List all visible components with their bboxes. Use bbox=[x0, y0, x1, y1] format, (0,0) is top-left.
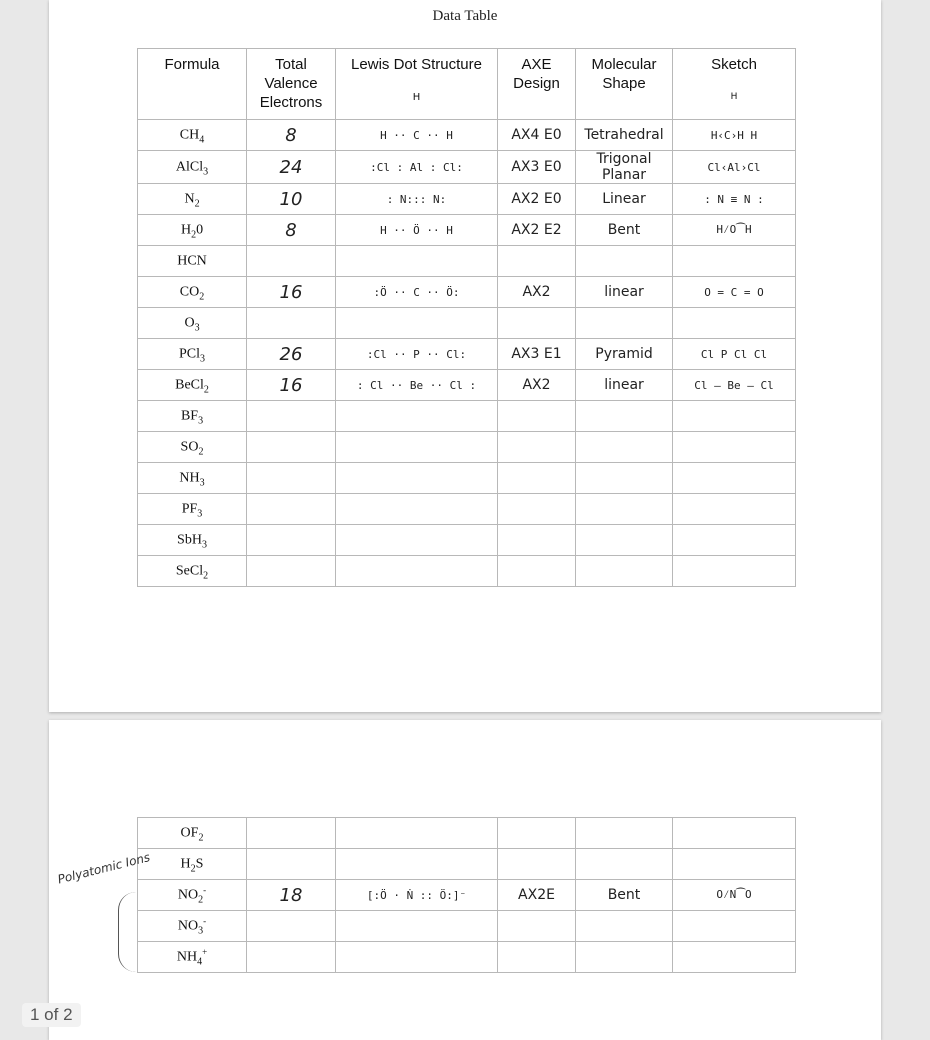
sketch-cell bbox=[673, 942, 796, 973]
formula-subscript: 3 bbox=[198, 415, 204, 427]
lewis-structure-cell bbox=[336, 849, 498, 880]
document-title: Data Table bbox=[432, 8, 498, 24]
sketch-cell bbox=[673, 432, 796, 463]
formula-text: BF bbox=[180, 408, 199, 424]
molecular-shape-cell: Tetrahedral bbox=[576, 120, 673, 151]
formula-cell bbox=[138, 339, 247, 370]
axe-design-cell: AX2E bbox=[498, 880, 576, 911]
axe-design-cell bbox=[498, 556, 576, 587]
formula-subscript: 3 bbox=[197, 508, 203, 520]
formula-text: PCl bbox=[178, 346, 200, 362]
table-row bbox=[138, 370, 796, 401]
lewis-structure-cell bbox=[336, 432, 498, 463]
formula-text: CH bbox=[179, 127, 200, 143]
sketch-cell bbox=[673, 401, 796, 432]
formula-cell bbox=[138, 849, 247, 880]
lewis-structure-cell bbox=[336, 463, 498, 494]
table-row bbox=[138, 246, 796, 277]
sketch-cell bbox=[673, 849, 796, 880]
formula-subscript: 2 bbox=[203, 384, 209, 396]
lewis-structure-cell: :Cl ·· P ·· Cl: bbox=[336, 339, 498, 370]
molecular-shape-cell bbox=[576, 911, 673, 942]
formula-cell bbox=[138, 308, 247, 339]
sketch-cell: H‹C›H H bbox=[673, 120, 796, 151]
formula-cell bbox=[138, 463, 247, 494]
axe-design-cell: AX3 E1 bbox=[498, 339, 576, 370]
axe-design-cell bbox=[498, 818, 576, 849]
molecular-shape-cell: Pyramid bbox=[576, 339, 673, 370]
formula-text: NO bbox=[177, 918, 199, 934]
molecular-shape-cell bbox=[576, 556, 673, 587]
sketch-cell bbox=[673, 525, 796, 556]
table-row bbox=[138, 277, 796, 308]
molecular-shape-cell bbox=[576, 463, 673, 494]
sketch-cell: O = C = O bbox=[673, 277, 796, 308]
formula-text: NH bbox=[179, 470, 200, 486]
axe-design-cell bbox=[498, 401, 576, 432]
lewis-structure-cell: H ·· Ö ·· H bbox=[336, 215, 498, 246]
sketch-cell bbox=[673, 246, 796, 277]
formula-text: H bbox=[180, 222, 192, 238]
axe-design-cell bbox=[498, 942, 576, 973]
sketch-cell bbox=[673, 818, 796, 849]
document-page-2 bbox=[49, 720, 881, 1040]
formula-tail: 0 bbox=[196, 222, 204, 238]
data-table bbox=[137, 48, 796, 587]
formula-cell bbox=[138, 246, 247, 277]
valence-electrons-cell: 24 bbox=[247, 151, 336, 184]
formula-subscript: 2 bbox=[194, 198, 200, 210]
sketch-cell bbox=[673, 308, 796, 339]
formula-text: N bbox=[184, 191, 195, 207]
table-row bbox=[138, 308, 796, 339]
molecular-shape-cell: linear bbox=[576, 277, 673, 308]
formula-text: PF bbox=[181, 501, 198, 517]
formula-text: HCN bbox=[177, 253, 207, 269]
lewis-structure-cell bbox=[336, 942, 498, 973]
valence-electrons-cell: 18 bbox=[247, 880, 336, 911]
formula-subscript: 3 bbox=[194, 322, 200, 334]
header-total-valence-electrons: Total Valence Electrons bbox=[247, 49, 336, 120]
polyatomic-ions-note: Polyatomic Ions bbox=[56, 850, 152, 887]
lewis-structure-cell: [:Ö · Ṅ :: Ö:]⁻ bbox=[336, 880, 498, 911]
header-formula: Formula bbox=[138, 49, 247, 120]
table-row bbox=[138, 849, 796, 880]
formula-cell bbox=[138, 120, 247, 151]
formula-subscript: 2 bbox=[203, 570, 209, 582]
molecular-shape-cell bbox=[576, 942, 673, 973]
formula-charge: + bbox=[202, 946, 208, 957]
molecular-shape-cell bbox=[576, 308, 673, 339]
formula-cell bbox=[138, 401, 247, 432]
sketch-cell: Cl – Be – Cl bbox=[673, 370, 796, 401]
molecular-shape-cell: Bent bbox=[576, 215, 673, 246]
sketch-cell bbox=[673, 494, 796, 525]
molecular-shape-cell: linear bbox=[576, 370, 673, 401]
valence-electrons-cell: 10 bbox=[247, 184, 336, 215]
axe-design-cell: AX2 bbox=[498, 370, 576, 401]
table-row bbox=[138, 401, 796, 432]
axe-design-cell: AX2 E2 bbox=[498, 215, 576, 246]
formula-cell bbox=[138, 556, 247, 587]
lewis-structure-cell: : Cl ·· Be ·· Cl : bbox=[336, 370, 498, 401]
formula-charge: - bbox=[203, 915, 207, 926]
lewis-structure-cell bbox=[336, 556, 498, 587]
formula-subscript: 2 bbox=[190, 863, 196, 875]
valence-electrons-cell bbox=[247, 556, 336, 587]
molecular-shape-cell: Bent bbox=[576, 880, 673, 911]
table-row bbox=[138, 432, 796, 463]
valence-electrons-cell bbox=[247, 525, 336, 556]
formula-subscript: 3 bbox=[198, 925, 204, 937]
header-sketch-handwritten-h: H bbox=[730, 92, 738, 102]
valence-electrons-cell bbox=[247, 246, 336, 277]
formula-text: SO bbox=[180, 439, 199, 455]
lewis-structure-cell bbox=[336, 525, 498, 556]
formula-cell bbox=[138, 370, 247, 401]
valence-electrons-cell bbox=[247, 849, 336, 880]
polyatomic-ions-bracket bbox=[118, 892, 139, 972]
sketch-cell: Cl P Cl Cl bbox=[673, 339, 796, 370]
header-axe-design: AXE Design bbox=[498, 49, 576, 120]
table-row bbox=[138, 151, 796, 184]
formula-subscript: 2 bbox=[199, 291, 205, 303]
sketch-cell: O⁄N⁀O bbox=[673, 880, 796, 911]
lewis-structure-cell bbox=[336, 308, 498, 339]
molecular-shape-cell bbox=[576, 818, 673, 849]
molecular-shape-cell: Trigonal Planar bbox=[576, 151, 673, 184]
molecular-shape-cell bbox=[576, 246, 673, 277]
formula-subscript: 3 bbox=[203, 166, 209, 178]
table-row bbox=[138, 184, 796, 215]
axe-design-cell: AX2 bbox=[498, 277, 576, 308]
valence-electrons-cell bbox=[247, 818, 336, 849]
molecular-shape-cell: Linear bbox=[576, 184, 673, 215]
lewis-structure-cell: :Ö ·· C ·· Ö: bbox=[336, 277, 498, 308]
molecular-shape-cell bbox=[576, 849, 673, 880]
header-lewis-dot-structure bbox=[336, 49, 498, 120]
formula-cell bbox=[138, 151, 247, 184]
sketch-cell bbox=[673, 911, 796, 942]
valence-electrons-cell bbox=[247, 432, 336, 463]
header-sketch-label: Sketch bbox=[711, 56, 757, 73]
molecular-shape-cell bbox=[576, 432, 673, 463]
table-row bbox=[138, 556, 796, 587]
valence-electrons-cell bbox=[247, 942, 336, 973]
formula-cell bbox=[138, 494, 247, 525]
sketch-cell: : N ≡ N : bbox=[673, 184, 796, 215]
axe-design-cell bbox=[498, 246, 576, 277]
valence-electrons-cell bbox=[247, 463, 336, 494]
formula-text: NO bbox=[177, 887, 199, 903]
molecular-shape-cell bbox=[576, 525, 673, 556]
table-row bbox=[138, 818, 796, 849]
formula-cell bbox=[138, 215, 247, 246]
formula-subscript: 2 bbox=[191, 229, 197, 241]
sketch-cell: Cl‹Al›Cl bbox=[673, 151, 796, 184]
formula-text: OF bbox=[180, 825, 199, 841]
axe-design-cell bbox=[498, 849, 576, 880]
formula-cell bbox=[138, 525, 247, 556]
lewis-structure-cell bbox=[336, 246, 498, 277]
formula-subscript: 2 bbox=[198, 894, 204, 906]
table-row bbox=[138, 120, 796, 151]
valence-electrons-cell: 16 bbox=[247, 277, 336, 308]
formula-cell bbox=[138, 818, 247, 849]
axe-design-cell: AX3 E0 bbox=[498, 151, 576, 184]
header-lewis-handwritten-h: H bbox=[412, 92, 421, 103]
lewis-structure-cell bbox=[336, 494, 498, 525]
formula-cell bbox=[138, 942, 247, 973]
formula-text: SeCl bbox=[175, 563, 204, 579]
formula-subscript: 4 bbox=[197, 956, 203, 968]
valence-electrons-cell bbox=[247, 911, 336, 942]
formula-cell bbox=[138, 184, 247, 215]
lewis-structure-cell: :Cl : Al : Cl: bbox=[336, 151, 498, 184]
axe-design-cell bbox=[498, 525, 576, 556]
formula-subscript: 2 bbox=[198, 446, 204, 458]
table-row bbox=[138, 911, 796, 942]
axe-design-cell bbox=[498, 911, 576, 942]
table-row bbox=[138, 339, 796, 370]
molecular-shape-cell bbox=[576, 494, 673, 525]
table-row bbox=[138, 525, 796, 556]
formula-text: CO bbox=[179, 284, 200, 300]
lewis-structure-cell: H ·· C ·· H bbox=[336, 120, 498, 151]
formula-cell bbox=[138, 911, 247, 942]
table-row bbox=[138, 494, 796, 525]
formula-text: BeCl bbox=[175, 377, 204, 393]
formula-subscript: 3 bbox=[200, 353, 205, 365]
formula-subscript: 4 bbox=[199, 134, 205, 146]
valence-electrons-cell: 26 bbox=[247, 339, 336, 370]
page-indicator: 1 of 2 bbox=[22, 1003, 81, 1027]
axe-design-cell bbox=[498, 463, 576, 494]
axe-design-cell bbox=[498, 432, 576, 463]
document-page-1 bbox=[49, 0, 881, 712]
lewis-structure-cell bbox=[336, 911, 498, 942]
sketch-cell bbox=[673, 463, 796, 494]
sketch-cell bbox=[673, 556, 796, 587]
table-row bbox=[138, 215, 796, 246]
polyatomic-ions-table bbox=[137, 817, 796, 973]
lewis-structure-cell bbox=[336, 401, 498, 432]
formula-subscript: 2 bbox=[198, 832, 204, 844]
valence-electrons-cell bbox=[247, 401, 336, 432]
formula-text: SbH bbox=[177, 532, 202, 548]
formula-charge: - bbox=[203, 884, 207, 895]
table-header-row bbox=[138, 49, 796, 120]
valence-electrons-cell: 8 bbox=[247, 120, 336, 151]
molecular-shape-cell bbox=[576, 401, 673, 432]
formula-text: O bbox=[184, 315, 195, 331]
formula-text: NH bbox=[176, 949, 198, 965]
formula-tail: S bbox=[195, 856, 204, 872]
lewis-structure-cell: : N::: N: bbox=[336, 184, 498, 215]
valence-electrons-cell bbox=[247, 308, 336, 339]
formula-subscript: 3 bbox=[199, 477, 205, 489]
formula-text: AlCl bbox=[175, 159, 204, 175]
axe-design-cell: AX4 E0 bbox=[498, 120, 576, 151]
formula-text: H bbox=[180, 856, 191, 872]
header-lewis-label: Lewis Dot Structure bbox=[351, 56, 482, 73]
table-row bbox=[138, 880, 796, 911]
formula-cell bbox=[138, 432, 247, 463]
table-row bbox=[138, 942, 796, 973]
formula-cell bbox=[138, 277, 247, 308]
axe-design-cell bbox=[498, 308, 576, 339]
formula-subscript: 3 bbox=[201, 539, 207, 551]
header-sketch bbox=[673, 49, 796, 120]
header-molecular-shape: Molecular Shape bbox=[576, 49, 673, 120]
valence-electrons-cell bbox=[247, 494, 336, 525]
axe-design-cell bbox=[498, 494, 576, 525]
axe-design-cell: AX2 E0 bbox=[498, 184, 576, 215]
table-row bbox=[138, 463, 796, 494]
lewis-structure-cell bbox=[336, 818, 498, 849]
valence-electrons-cell: 16 bbox=[247, 370, 336, 401]
sketch-cell: H⁄O⁀H bbox=[673, 215, 796, 246]
valence-electrons-cell: 8 bbox=[247, 215, 336, 246]
formula-cell bbox=[138, 880, 247, 911]
